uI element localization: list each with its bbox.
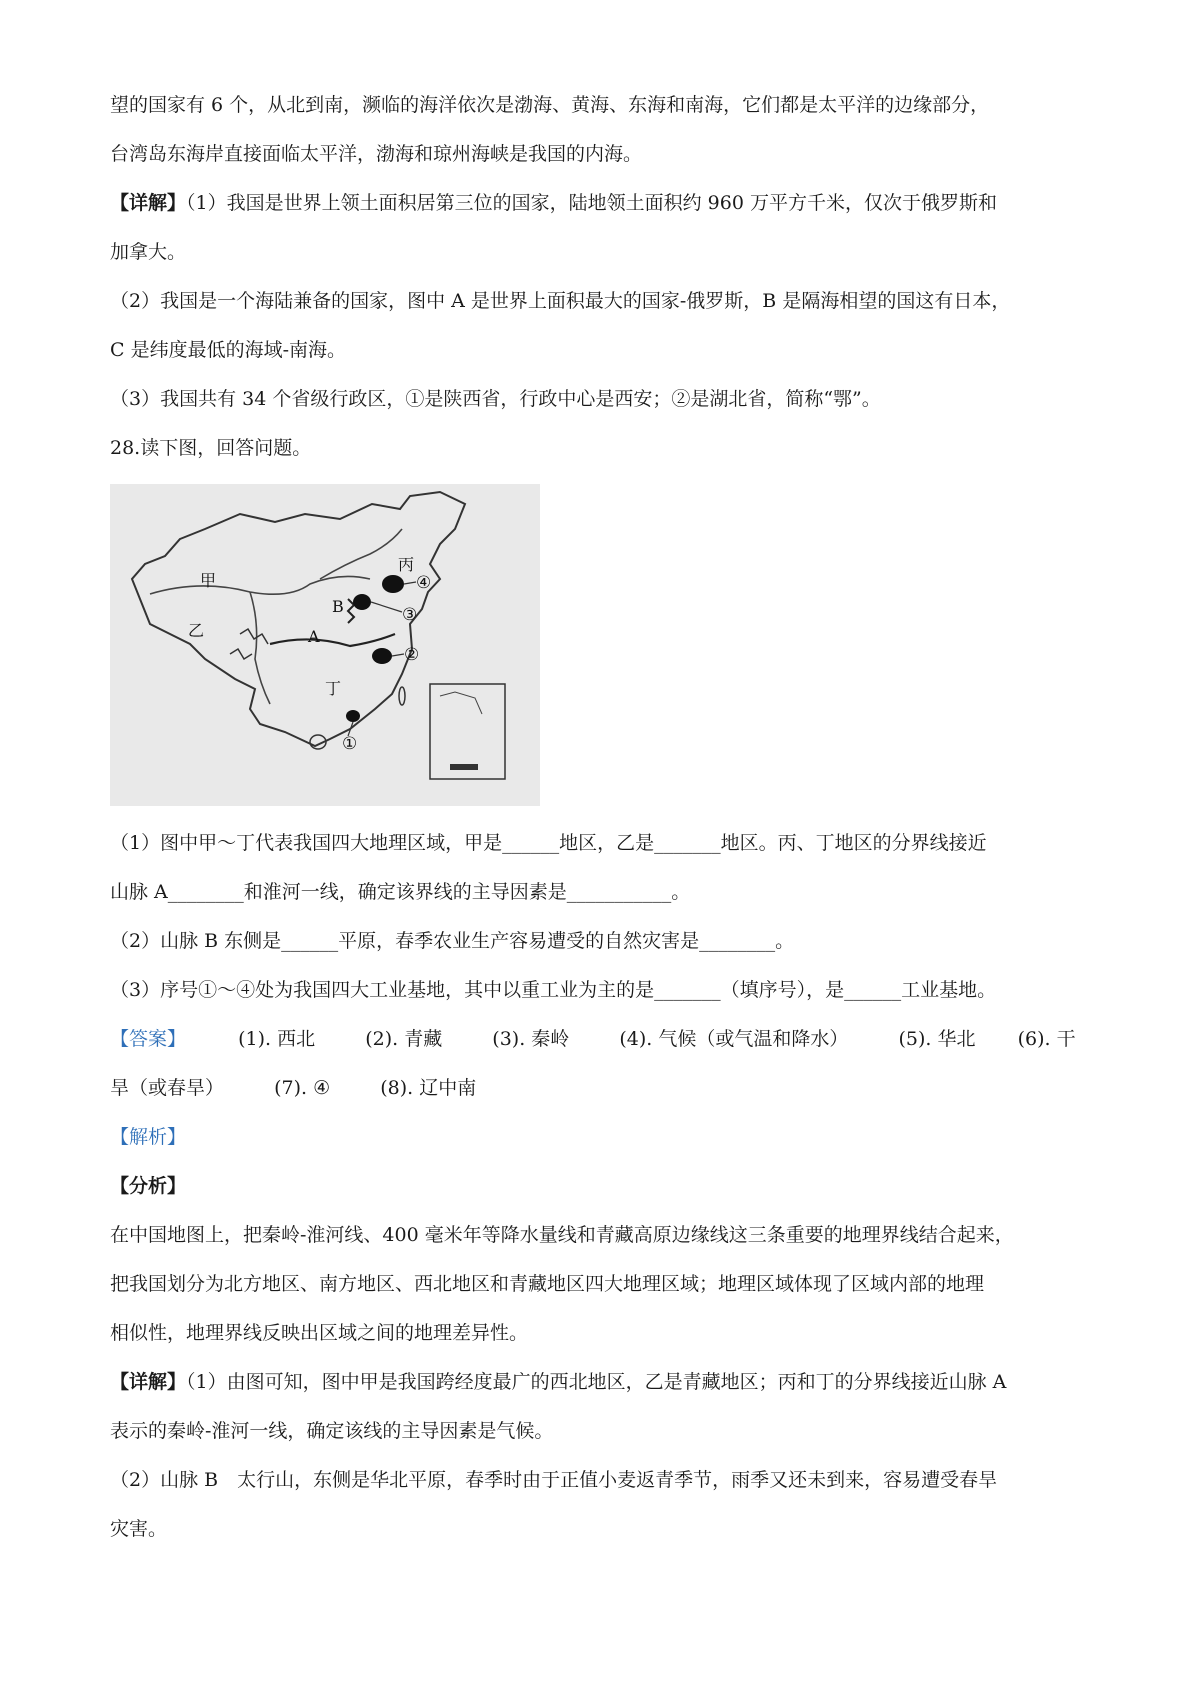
xiangjie-line: 灾害。 bbox=[110, 1518, 168, 1540]
map-label-yi: 乙 bbox=[188, 621, 205, 640]
sub-question-2: （2）山脉 B 东侧是______平原，春季农业生产容易遭受的自然灾害是________。 bbox=[110, 930, 795, 952]
answer-item: (2). 青藏 bbox=[365, 1028, 443, 1050]
paragraph-line: 台湾岛东海岸直接面临太平洋，渤海和琼州海峡是我国的内海。 bbox=[110, 143, 643, 165]
detail-line: 加拿大。 bbox=[110, 241, 187, 263]
inset-scale-bar bbox=[450, 764, 478, 770]
map-label-2: ② bbox=[404, 645, 420, 665]
fenxi-line: 把我国划分为北方地区、南方地区、西北地区和青藏地区四大地理区域；地理区域体现了区域内部的地理 bbox=[110, 1273, 985, 1295]
analysis-label: 【解析】 bbox=[110, 1126, 187, 1148]
answer-item: (8). 辽中南 bbox=[380, 1077, 477, 1099]
industrial-base-4 bbox=[382, 575, 404, 593]
xiangjie-line bbox=[110, 1369, 1100, 1395]
answer-item: (3). 秦岭 bbox=[492, 1028, 570, 1050]
leader-line bbox=[404, 582, 416, 584]
map-label-b: B bbox=[332, 597, 344, 616]
detail-line bbox=[110, 190, 1100, 216]
answer-line-2 bbox=[110, 1075, 1100, 1101]
answer-label: 【答案】 bbox=[110, 1028, 187, 1050]
xiangjie-label: 【详解】 bbox=[110, 1371, 187, 1393]
industrial-base-2 bbox=[372, 648, 392, 664]
question-title: 28.读下图，回答问题。 bbox=[110, 437, 312, 459]
xiangjie-line: （2）山脉 B 太行山，东侧是华北平原，春季时由于正值小麦返青季节，雨季又还未到来，容易遭受春旱 bbox=[110, 1469, 998, 1491]
mountain-ranges bbox=[230, 629, 268, 659]
taiwan-island bbox=[399, 687, 405, 705]
qinling-huaihe-line bbox=[270, 634, 395, 646]
map-label-bing: 丙 bbox=[398, 555, 415, 574]
detail-label: 【详解】 bbox=[110, 192, 187, 214]
xiangjie-text: （1）由图可知，图中甲是我国跨经度最广的西北地区，乙是青藏地区；丙和丁的分界线接近山脉 A bbox=[186, 1371, 1007, 1393]
answer-item: (7). ④ bbox=[274, 1077, 331, 1099]
boundary-line bbox=[150, 576, 370, 594]
sub-question-1-cont: 山脉 A________和淮河一线，确定该界线的主导因素是___________。 bbox=[110, 881, 691, 903]
map-label-jia: 甲 bbox=[200, 571, 217, 590]
detail-line: C 是纬度最低的海域-南海。 bbox=[110, 339, 346, 361]
document-page bbox=[110, 92, 1100, 1565]
industrial-base-1 bbox=[346, 710, 360, 722]
boundary-line bbox=[320, 529, 402, 579]
inset-coast bbox=[440, 692, 482, 714]
answer-item: (6). 干 bbox=[1017, 1028, 1076, 1050]
answer-item: (4). 气候（或气温和降水） bbox=[619, 1028, 849, 1050]
map-label-1: ① bbox=[342, 734, 358, 754]
sub-question-1: （1）图中甲～丁代表我国四大地理区域，甲是______地区，乙是_______地区。丙、丁地区的分界线接近 bbox=[110, 832, 987, 854]
answer-item: (5). 华北 bbox=[898, 1028, 976, 1050]
industrial-base-3 bbox=[353, 594, 371, 610]
map-label-ding: 丁 bbox=[325, 679, 342, 698]
leader-line bbox=[392, 654, 404, 656]
paragraph-line: 望的国家有 6 个，从北到南，濒临的海洋依次是渤海、黄海、东海和南海，它们都是太平洋的边缘部分， bbox=[110, 94, 990, 116]
detail-line: （2）我国是一个海陆兼备的国家，图中 A 是世界上面积最大的国家-俄罗斯，B 是隔海相望的国这有日本， bbox=[110, 290, 1011, 312]
map-label-4: ④ bbox=[416, 573, 432, 593]
answer-text: 旱（或春旱） bbox=[110, 1077, 225, 1099]
leader-line bbox=[371, 602, 402, 612]
xiangjie-line: 表示的秦岭-淮河一线，确定该线的主导因素是气候。 bbox=[110, 1420, 554, 1442]
fenxi-line: 在中国地图上，把秦岭-淮河线、400 毫米年等降水量线和青藏高原边缘线这三条重要的地理界线结合起来， bbox=[110, 1224, 1014, 1246]
answer-item: (1). 西北 bbox=[238, 1028, 316, 1050]
sub-question-3: （3）序号①～④处为我国四大工业基地，其中以重工业为主的是_______（填序号），是______工业基地。 bbox=[110, 979, 997, 1001]
fenxi-line: 相似性，地理界线反映出区域之间的地理差异性。 bbox=[110, 1322, 529, 1344]
fenxi-label: 【分析】 bbox=[110, 1175, 187, 1197]
map-label-a: A bbox=[308, 627, 320, 646]
detail-text: （1）我国是世界上领土面积居第三位的国家，陆地领土面积约 960 万平方千米，仅次于俄罗斯和 bbox=[186, 192, 997, 214]
map-label-3: ③ bbox=[402, 605, 418, 625]
answer-line bbox=[110, 1026, 1100, 1052]
china-map-figure bbox=[110, 484, 540, 806]
detail-line: （3）我国共有 34 个省级行政区，①是陕西省，行政中心是西安；②是湖北省，简称“鄂”。 bbox=[110, 388, 881, 410]
china-map bbox=[110, 484, 540, 806]
